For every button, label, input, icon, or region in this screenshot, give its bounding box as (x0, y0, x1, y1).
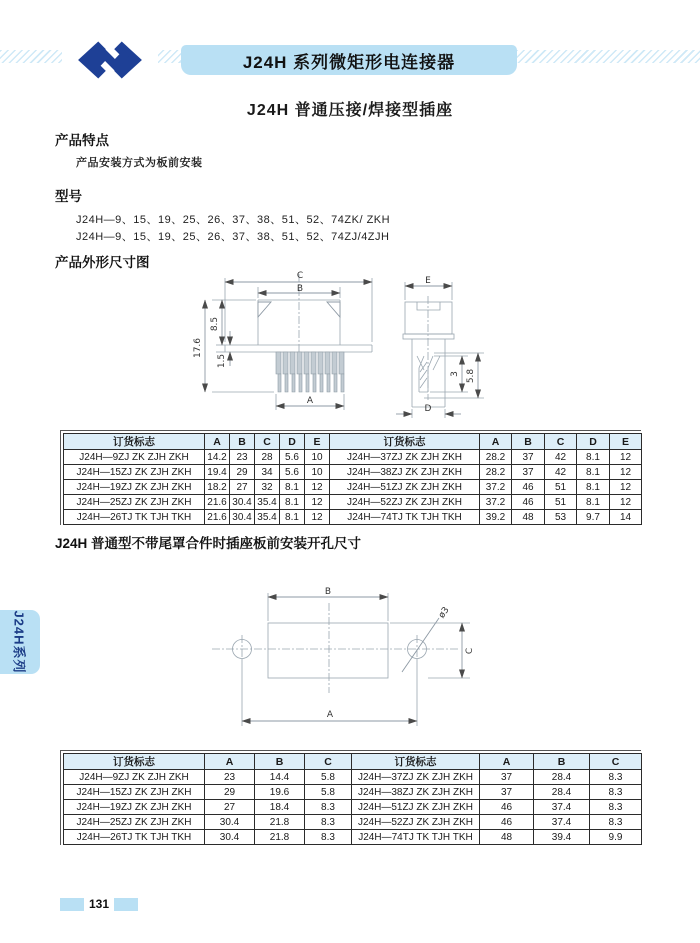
table-cell: 9.7 (577, 510, 610, 525)
table-cell: 12 (610, 465, 642, 480)
header-banner (181, 45, 517, 75)
table-cell: 8.3 (305, 815, 352, 830)
table-cell: 39.4 (534, 830, 590, 845)
col-header: 订货标志 (330, 434, 480, 450)
table-cell: 51 (545, 480, 577, 495)
table-cell: 37.2 (480, 480, 512, 495)
table-cell: 30.4 (205, 815, 255, 830)
table-cell: 46 (480, 800, 534, 815)
dim-label-B: B (296, 284, 304, 294)
dimensions-table-1-wrap (60, 430, 641, 525)
table-row (64, 770, 642, 785)
table-cell: 46 (512, 480, 545, 495)
table-cell: 37.4 (534, 800, 590, 815)
table-cell: 8.1 (577, 480, 610, 495)
table-cell: 8.3 (590, 800, 642, 815)
table-cell: J24H—37ZJ ZK ZJH ZKH (352, 770, 480, 785)
table-cell: 21.8 (255, 830, 305, 845)
dim-label-dia3: ø3 (437, 605, 452, 621)
features-text: 产品安装方式为板前安装 (76, 157, 203, 169)
table-cell: J24H—15ZJ ZK ZJH ZKH (64, 785, 205, 800)
table-cell: 5.8 (305, 785, 352, 800)
table-row (64, 830, 642, 845)
table-cell: J24H—38ZJ ZK ZJH ZKH (352, 785, 480, 800)
table-cell: 46 (480, 815, 534, 830)
dimensions-table-2 (63, 753, 642, 845)
table-cell: J24H—37ZJ ZK ZJH ZKH (330, 450, 480, 465)
table-cell: 42 (545, 450, 577, 465)
table-cell: J24H—25ZJ ZK ZJH ZKH (64, 815, 205, 830)
table-cell: J24H—74TJ TK TJH TKH (330, 510, 480, 525)
models-heading: 型号 (55, 189, 82, 204)
series-side-tab-label: J24H系列 (11, 610, 27, 674)
table-cell: 28 (255, 450, 280, 465)
col-header: A (205, 434, 230, 450)
table-row (64, 450, 642, 465)
table-cell: J24H—74TJ TK TJH TKH (352, 830, 480, 845)
col-header: A (480, 434, 512, 450)
table-cell: 12 (305, 510, 330, 525)
table-cell: 30.4 (230, 510, 255, 525)
table-cell: 19.6 (255, 785, 305, 800)
page-number: 131 (84, 897, 114, 911)
col-header: D (280, 434, 305, 450)
table-cell: 29 (205, 785, 255, 800)
dim-label-D: D (424, 404, 432, 414)
table-cell: 37 (512, 450, 545, 465)
dim-label-C: C (465, 647, 475, 655)
series-side-tab[interactable] (0, 610, 40, 674)
dim-label-17-6: 17.6 (193, 337, 203, 359)
dim-label-E: E (425, 276, 431, 286)
table-row (64, 480, 642, 495)
table-cell: 8.1 (280, 510, 305, 525)
table-cell: 9.9 (590, 830, 642, 845)
table-cell: 14.2 (205, 450, 230, 465)
dim-label-1-5: 1.5 (217, 353, 227, 369)
table-cell: 27 (230, 480, 255, 495)
table-cell: 8.1 (577, 495, 610, 510)
dim-label-C: C (296, 271, 304, 281)
table-cell: 8.3 (590, 815, 642, 830)
table-cell: 10 (305, 450, 330, 465)
table-cell: 5.6 (280, 465, 305, 480)
dim-label-A: A (326, 710, 334, 720)
table-cell: 30.4 (230, 495, 255, 510)
col-header: E (305, 434, 330, 450)
page-number-block (60, 897, 138, 911)
table-cell: 30.4 (205, 830, 255, 845)
table-cell: 42 (545, 465, 577, 480)
table-cell: 53 (545, 510, 577, 525)
dim-label-B: B (324, 587, 332, 597)
dimensions-table-1 (63, 433, 642, 525)
table-cell: 14.4 (255, 770, 305, 785)
table-row (64, 465, 642, 480)
table-cell: 8.1 (280, 480, 305, 495)
table-cell: 19.4 (205, 465, 230, 480)
table-cell: 32 (255, 480, 280, 495)
table-row (64, 815, 642, 830)
col-header: 订货标志 (64, 434, 205, 450)
table-cell: 37.2 (480, 495, 512, 510)
brand-logo-icon (68, 41, 152, 79)
table-cell: 12 (610, 450, 642, 465)
col-header: 订货标志 (64, 754, 205, 770)
table-cell: 8.3 (305, 800, 352, 815)
col-header: 订货标志 (352, 754, 480, 770)
col-header: B (512, 434, 545, 450)
dim-label-3: 3 (450, 371, 460, 377)
table-cell: 37.4 (534, 815, 590, 830)
table-row (64, 785, 642, 800)
col-header: A (480, 754, 534, 770)
table-cell: 28.2 (480, 450, 512, 465)
table-cell: 48 (480, 830, 534, 845)
table-cell: 18.2 (205, 480, 230, 495)
page-number-bar-left (60, 898, 84, 911)
table-row (64, 495, 642, 510)
table-cell: 46 (512, 495, 545, 510)
table-cell: J24H—9ZJ ZK ZJH ZKH (64, 770, 205, 785)
table-row (64, 510, 642, 525)
table-cell: 37 (512, 465, 545, 480)
table-cell: 8.3 (590, 785, 642, 800)
table-cell: J24H—19ZJ ZK ZJH ZKH (64, 480, 205, 495)
series-title: J24H 系列微矩形电连接器 (242, 52, 456, 72)
table-cell: 14 (610, 510, 642, 525)
table-cell: 12 (610, 495, 642, 510)
table-cell: 51 (545, 495, 577, 510)
table-cell: 18.4 (255, 800, 305, 815)
table-cell: 21.8 (255, 815, 305, 830)
table-cell: 27 (205, 800, 255, 815)
table-cell: 34 (255, 465, 280, 480)
table-cell: J24H—38ZJ ZK ZJH ZKH (330, 465, 480, 480)
table-cell: 28.4 (534, 770, 590, 785)
col-header: C (255, 434, 280, 450)
table-cell: 35.4 (255, 495, 280, 510)
outline-heading: 产品外形尺寸图 (55, 255, 150, 270)
table-cell: 8.1 (577, 450, 610, 465)
model-line-2: J24H—9、15、19、25、26、37、38、51、52、74ZJ/4ZJH (76, 231, 390, 243)
table-cell: 10 (305, 465, 330, 480)
table-cell: 8.1 (577, 465, 610, 480)
table-header-row (64, 434, 642, 450)
table-cell: J24H—25ZJ ZK ZJH ZKH (64, 495, 205, 510)
page-title: J24H 普通压接/焊接型插座 (246, 102, 454, 119)
page-number-bar-right (114, 898, 138, 911)
col-header: A (205, 754, 255, 770)
table-cell: 5.6 (280, 450, 305, 465)
table-cell: 8.1 (280, 495, 305, 510)
table-cell: J24H—52ZJ ZK ZJH ZKH (330, 495, 480, 510)
table-cell: 39.2 (480, 510, 512, 525)
table-cell: J24H—9ZJ ZK ZJH ZKH (64, 450, 205, 465)
dim-label-8-5: 8.5 (210, 316, 220, 332)
table-cell: 5.8 (305, 770, 352, 785)
dimensions-table-2-wrap (60, 750, 641, 845)
table-cell: 48 (512, 510, 545, 525)
table-cell: 28.2 (480, 465, 512, 480)
company-logo (62, 40, 158, 80)
table-cell: 8.3 (305, 830, 352, 845)
table-cell: J24H—51ZJ ZK ZJH ZKH (330, 480, 480, 495)
table-cell: 12 (610, 480, 642, 495)
table-cell: 35.4 (255, 510, 280, 525)
table-cell: 23 (230, 450, 255, 465)
dim-label-A: A (306, 396, 314, 406)
cutout-heading: J24H 普通型不带尾罩合件时插座板前安装开孔尺寸 (55, 536, 362, 551)
features-heading: 产品特点 (55, 133, 109, 148)
table-cell: J24H—15ZJ ZK ZJH ZKH (64, 465, 205, 480)
dim-label-5-8: 5.8 (466, 368, 476, 384)
table-cell: 12 (305, 480, 330, 495)
table-cell: 37 (480, 770, 534, 785)
table-cell: 21.6 (205, 510, 230, 525)
outline-drawing (0, 260, 700, 430)
col-header: C (590, 754, 642, 770)
cutout-drawing (0, 585, 700, 735)
table-cell: 28.4 (534, 785, 590, 800)
table-cell: J24H—19ZJ ZK ZJH ZKH (64, 800, 205, 815)
table-header-row (64, 754, 642, 770)
col-header: B (255, 754, 305, 770)
col-header: B (534, 754, 590, 770)
col-header: E (610, 434, 642, 450)
table-cell: J24H—52ZJ ZK ZJH ZKH (352, 815, 480, 830)
table-cell: 37 (480, 785, 534, 800)
table-cell: J24H—26TJ TK TJH TKH (64, 830, 205, 845)
table-cell: 29 (230, 465, 255, 480)
table-cell: 21.6 (205, 495, 230, 510)
table-cell: J24H—26TJ TK TJH TKH (64, 510, 205, 525)
table-cell: J24H—51ZJ ZK ZJH ZKH (352, 800, 480, 815)
table-row (64, 800, 642, 815)
col-header: B (230, 434, 255, 450)
table-cell: 23 (205, 770, 255, 785)
table-cell: 8.3 (590, 770, 642, 785)
col-header: C (305, 754, 352, 770)
table-cell: 12 (305, 495, 330, 510)
model-line-1: J24H—9、15、19、25、26、37、38、51、52、74ZK/ ZKH (76, 214, 391, 226)
col-header: D (577, 434, 610, 450)
col-header: C (545, 434, 577, 450)
